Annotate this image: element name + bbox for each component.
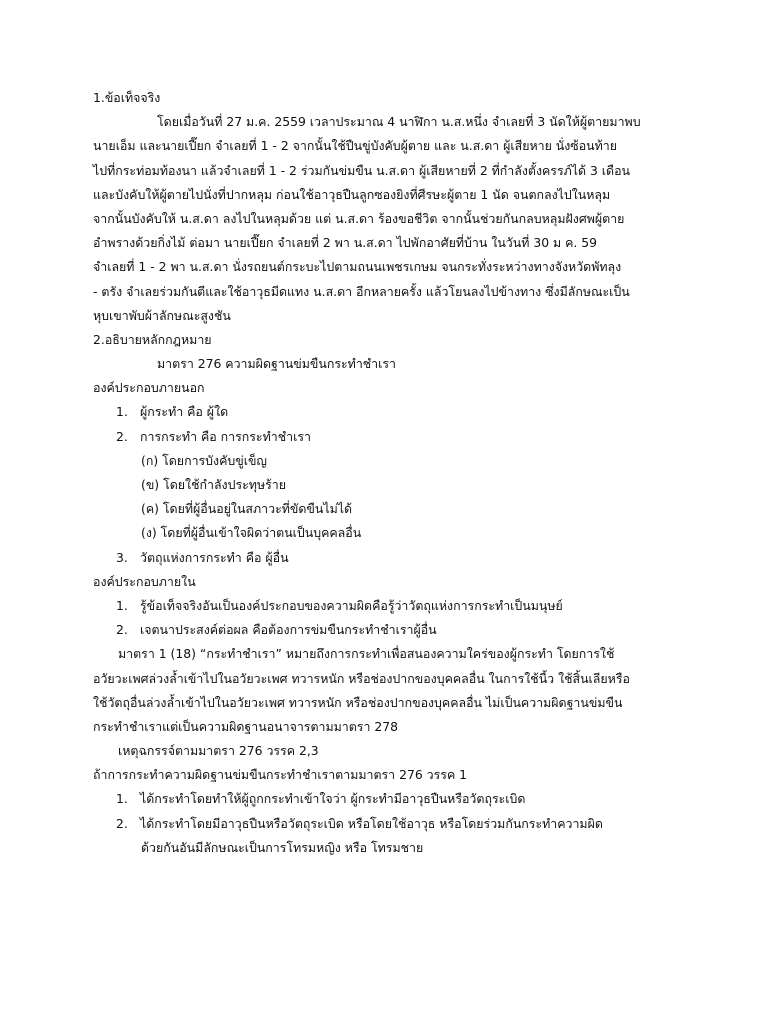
list-item-text: ผู้กระทำ คือ ผู้ใด (140, 404, 229, 420)
list-number: 2. (116, 622, 128, 638)
heading-external-elements: องค์ประกอบภายนอก (93, 380, 205, 396)
list-item-continuation: ด้วยกันอันมีลักษณะเป็นการโทรมหญิง หรือ โทรมชาย (141, 839, 424, 855)
list-item (93, 618, 678, 642)
list-number: 1. (116, 791, 128, 807)
section-1-18-line-4: กระทำชำเราแต่เป็นความผิดฐานอนาจารตามมาตรา 278 (93, 718, 398, 734)
list-number: 2. (116, 428, 128, 444)
list-item-text: ได้กระทำโดยทำให้ผู้ถูกกระทำเข้าใจว่า ผู้กระทำมีอาวุธปืนหรือวัตถุระเบิด (140, 791, 526, 807)
sub-item-ka: (ก) โดยการบังคับขู่เข็ญ (141, 452, 267, 468)
list-item (93, 787, 678, 811)
list-item-text: เจตนาประสงค์ต่อผล คือต้องการข่มขืนกระทำชำเราผู้อื่น (140, 622, 437, 638)
list-item (93, 812, 678, 836)
sub-item-ngo: (ง) โดยที่ผู้อื่นเข้าใจผิดว่าตนเป็นบุคคลอื่น (141, 525, 362, 541)
list-number: 2. (116, 815, 128, 831)
facts-line-1: โดยเมื่อวันที่ 27 ม.ค. 2559 เวลาประมาณ 4 นาฬิกา น.ส.หนึ่ง จำเลยที่ 3 นัดให้ผู้ตายมาพบ (157, 114, 641, 130)
sub-item-kho-khon: (ค) โดยที่ผู้อื่นอยู่ในสภาวะที่ขัดขืนไม่ได้ (141, 501, 353, 517)
heading-law: 2.อธิบายหลักกฎหมาย (93, 331, 212, 347)
section-1-18-line-2: อวัยวะเพศล่วงล้ำเข้าไปในอวัยวะเพศ ทวารหนัก หรือช่องปากของบุคคลอื่น ในการใช้นี้ว ใช้สิ้นเลียหรือ (93, 670, 630, 686)
list-number: 1. (116, 404, 128, 420)
list-item (93, 546, 678, 570)
facts-line-4: และบังคับให้ผู้ตายไปนั่งที่ปากหลุม ก่อนใช้อาวุธปืนลูกซองยิงที่ศีรษะผู้ตาย 1 นัด จนตกลงไปในหลุม (93, 186, 611, 202)
facts-line-9: หุบเขาพับผ้าลักษณะสูงชัน (93, 307, 231, 323)
list-item (93, 425, 678, 449)
list-item-text: ได้กระทำโดยมีอาวุธปืนหรือวัตถุระเบิด หรือโดยใช้อาวุธ หรือโดยร่วมกันกระทำความผิด (140, 815, 603, 831)
list-item-text: รู้ข้อเท็จจริงอันเป็นองค์ประกอบของความผิดคือรู้ว่าวัตถุแห่งการกระทำเป็นมนุษย์ (140, 597, 563, 613)
heading-facts: 1.ข้อเท็จจริง (93, 90, 161, 105)
facts-line-8: - ตรัง จำเลยร่วมกันตีและใช้อาวุธมีดแทง น.ส.ดา อีกหลายครั้ง แล้วโยนลงไปข้างทาง ซึ่งมีลักษณะเป็น (93, 283, 630, 299)
facts-line-5: จากนั้นบังคับให้ น.ส.ดา ลงไปในหลุมด้วย แต่ น.ส.ดา ร้องขอชีวิต จากนั้นช่วยกันกลบหลุมฝังศพผู้ตาย (93, 210, 625, 226)
sub-item-kho: (ข) โดยใช้กำลังประทุษร้าย (141, 477, 286, 492)
list-item-text: การกระทำ คือ การกระทำชำเรา (140, 428, 311, 444)
list-item (93, 400, 678, 424)
section-1-18-line-1: มาตรา 1 (18) “กระทำชำเรา” หมายถึงการกระทำเพื่อสนองความใคร่ของผู้กระทำ โดยการใช้ (118, 646, 615, 662)
heading-internal-elements: องค์ประกอบภายใน (93, 573, 196, 589)
facts-line-2: นายเอ็ม และนายเปี๊ยก จำเลยที่ 1 - 2 จากนั้นใช้ปืนขู่บังคับผู้ตาย และ น.ส.ดา ผู้เสียหาย นั่งซ้อนท้าย (93, 138, 618, 154)
facts-line-6: อำพรางด้วยกิ่งไม้ ต่อมา นายเปี๊ยก จำเลยที่ 2 พา น.ส.ดา ไปพักอาศัยที่บ้าน ในวันที่ 30 ม ค. 59 (93, 235, 598, 251)
list-item-text: วัตถุแห่งการกระทำ คือ ผู้อื่น (140, 549, 289, 565)
facts-line-7: จำเลยที่ 1 - 2 พา น.ส.ดา นั่งรถยนต์กระบะไปตามถนนเพชรเกษม จนกระทั่งระหว่างทางจังหวัดพัทลุง (93, 259, 622, 275)
list-number: 3. (116, 549, 128, 565)
section-1-18-line-3: ใช้วัตถุอื่นล่วงล้ำเข้าไปในอวัยวะเพศ ทวารหนัก หรือช่องปากของบุคคลอื่น ไม่เป็นความผิดฐานข่มขืน (93, 694, 623, 710)
facts-line-3: ไปที่กระท่อมท้องนา แล้วจำเลยที่ 1 - 2 ร่วมกันข่มขืน น.ส.ดา ผู้เสียหายที่ 2 ที่กำลังตั้งครรภ์ได้ 3 เดือน (93, 162, 631, 178)
list-number: 1. (116, 597, 128, 613)
list-item (93, 594, 678, 618)
section-276-title: มาตรา 276 ความผิดฐานข่มขืนกระทำชำเรา (157, 356, 396, 372)
document-body (93, 86, 678, 860)
aggravating-heading: เหตุฉกรรจ์ตามมาตรา 276 วรรค 2,3 (118, 743, 319, 759)
aggravating-intro: ถ้าการกระทำความผิดฐานข่มขืนกระทำชำเราตามมาตรา 276 วรรค 1 (93, 767, 468, 783)
